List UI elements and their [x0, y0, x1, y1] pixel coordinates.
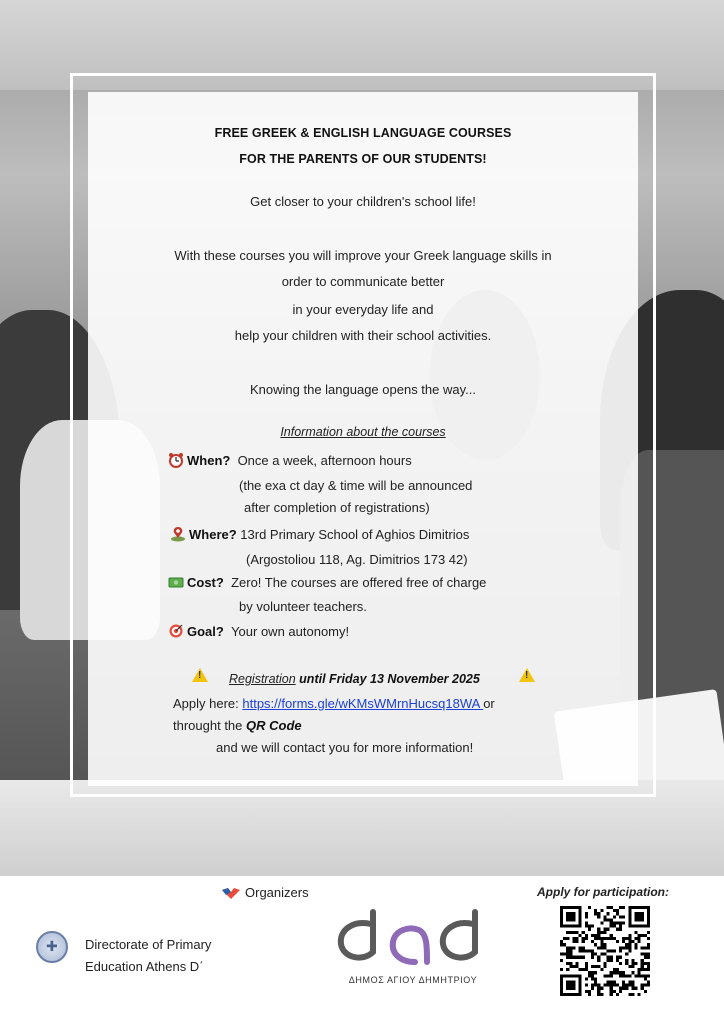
- municipality-logo-text: ΔΗΜΟΣ ΑΓΙΟΥ ΔΗΜΗΤΡΙΟΥ: [348, 975, 478, 985]
- alarm-clock-icon: [168, 452, 184, 468]
- apply-link[interactable]: https://forms.gle/wKMsWMrnHucsq18WA: [242, 696, 484, 711]
- registration-word: Registration: [229, 672, 296, 686]
- cost-note: by volunteer teachers.: [239, 599, 367, 614]
- cost-row: [168, 574, 486, 590]
- warning-icon: [192, 668, 208, 682]
- directorate-line-1: Directorate of Primary: [85, 937, 212, 952]
- contact-line: and we will contact you for more information!: [216, 740, 474, 755]
- money-icon: [168, 574, 184, 590]
- where-row: [170, 526, 469, 542]
- body-line-2: order to communicate better: [281, 274, 445, 289]
- qr-code-icon[interactable]: [560, 906, 650, 996]
- body-line-3: in your everyday life and: [292, 302, 434, 317]
- where-value: 13rd Primary School of Aghios Dimitrios: [240, 527, 470, 542]
- organizers-row: [220, 885, 309, 900]
- heart-handshake-icon: [220, 886, 242, 900]
- goal-value: Your own autonomy!: [231, 624, 350, 639]
- qr-line: [173, 718, 302, 733]
- when-value: Once a week, afternoon hours: [237, 453, 412, 468]
- apply-prefix: Apply here:: [173, 696, 243, 711]
- info-heading-text: Information about the courses: [280, 425, 446, 439]
- tagline: Get closer to your children's school life!: [250, 194, 476, 209]
- goal-label: Goal?: [187, 624, 224, 639]
- body-line-4: help your children with their school activities.: [234, 328, 492, 343]
- registration-line: [229, 672, 480, 686]
- hellenic-republic-seal-icon: [36, 931, 68, 963]
- location-pin-icon: [170, 526, 186, 542]
- cost-value: Zero! The courses are offered free of charge: [231, 575, 487, 590]
- when-note-2: after completion of registrations): [244, 500, 430, 515]
- directorate-line-2: Education Athens D΄: [85, 959, 204, 974]
- apply-suffix: or: [483, 696, 495, 711]
- when-label: When?: [187, 453, 231, 468]
- municipality-logo: [333, 906, 493, 968]
- info-heading: [88, 425, 638, 439]
- apply-for-participation-label: Apply for participation:: [537, 885, 669, 899]
- cost-label: Cost?: [187, 575, 224, 590]
- poster-title-line2: FOR THE PARENTS OF OUR STUDENTS!: [239, 152, 487, 166]
- where-address: (Argostoliou 118, Ag. Dimitrios 173 42): [246, 552, 468, 567]
- registration-deadline: until Friday 13 November 2025: [295, 672, 480, 686]
- target-icon: [168, 623, 184, 639]
- warning-icon: [519, 668, 535, 682]
- goal-row: [168, 623, 349, 639]
- apply-line: [173, 696, 495, 711]
- where-label: Where?: [189, 527, 237, 542]
- qr-word: QR Code: [246, 718, 302, 733]
- organizers-label: Organizers: [245, 885, 309, 900]
- body-line-1: With these courses you will improve your Greek language skills in: [174, 248, 552, 263]
- motto: Knowing the language opens the way...: [250, 382, 476, 397]
- when-row: [168, 452, 412, 468]
- poster-title-line1: FREE GREEK & ENGLISH LANGUAGE COURSES: [214, 126, 512, 140]
- when-note-1: (the exa ct day & time will be announced: [239, 478, 473, 493]
- qr-prefix: throught the: [173, 718, 246, 733]
